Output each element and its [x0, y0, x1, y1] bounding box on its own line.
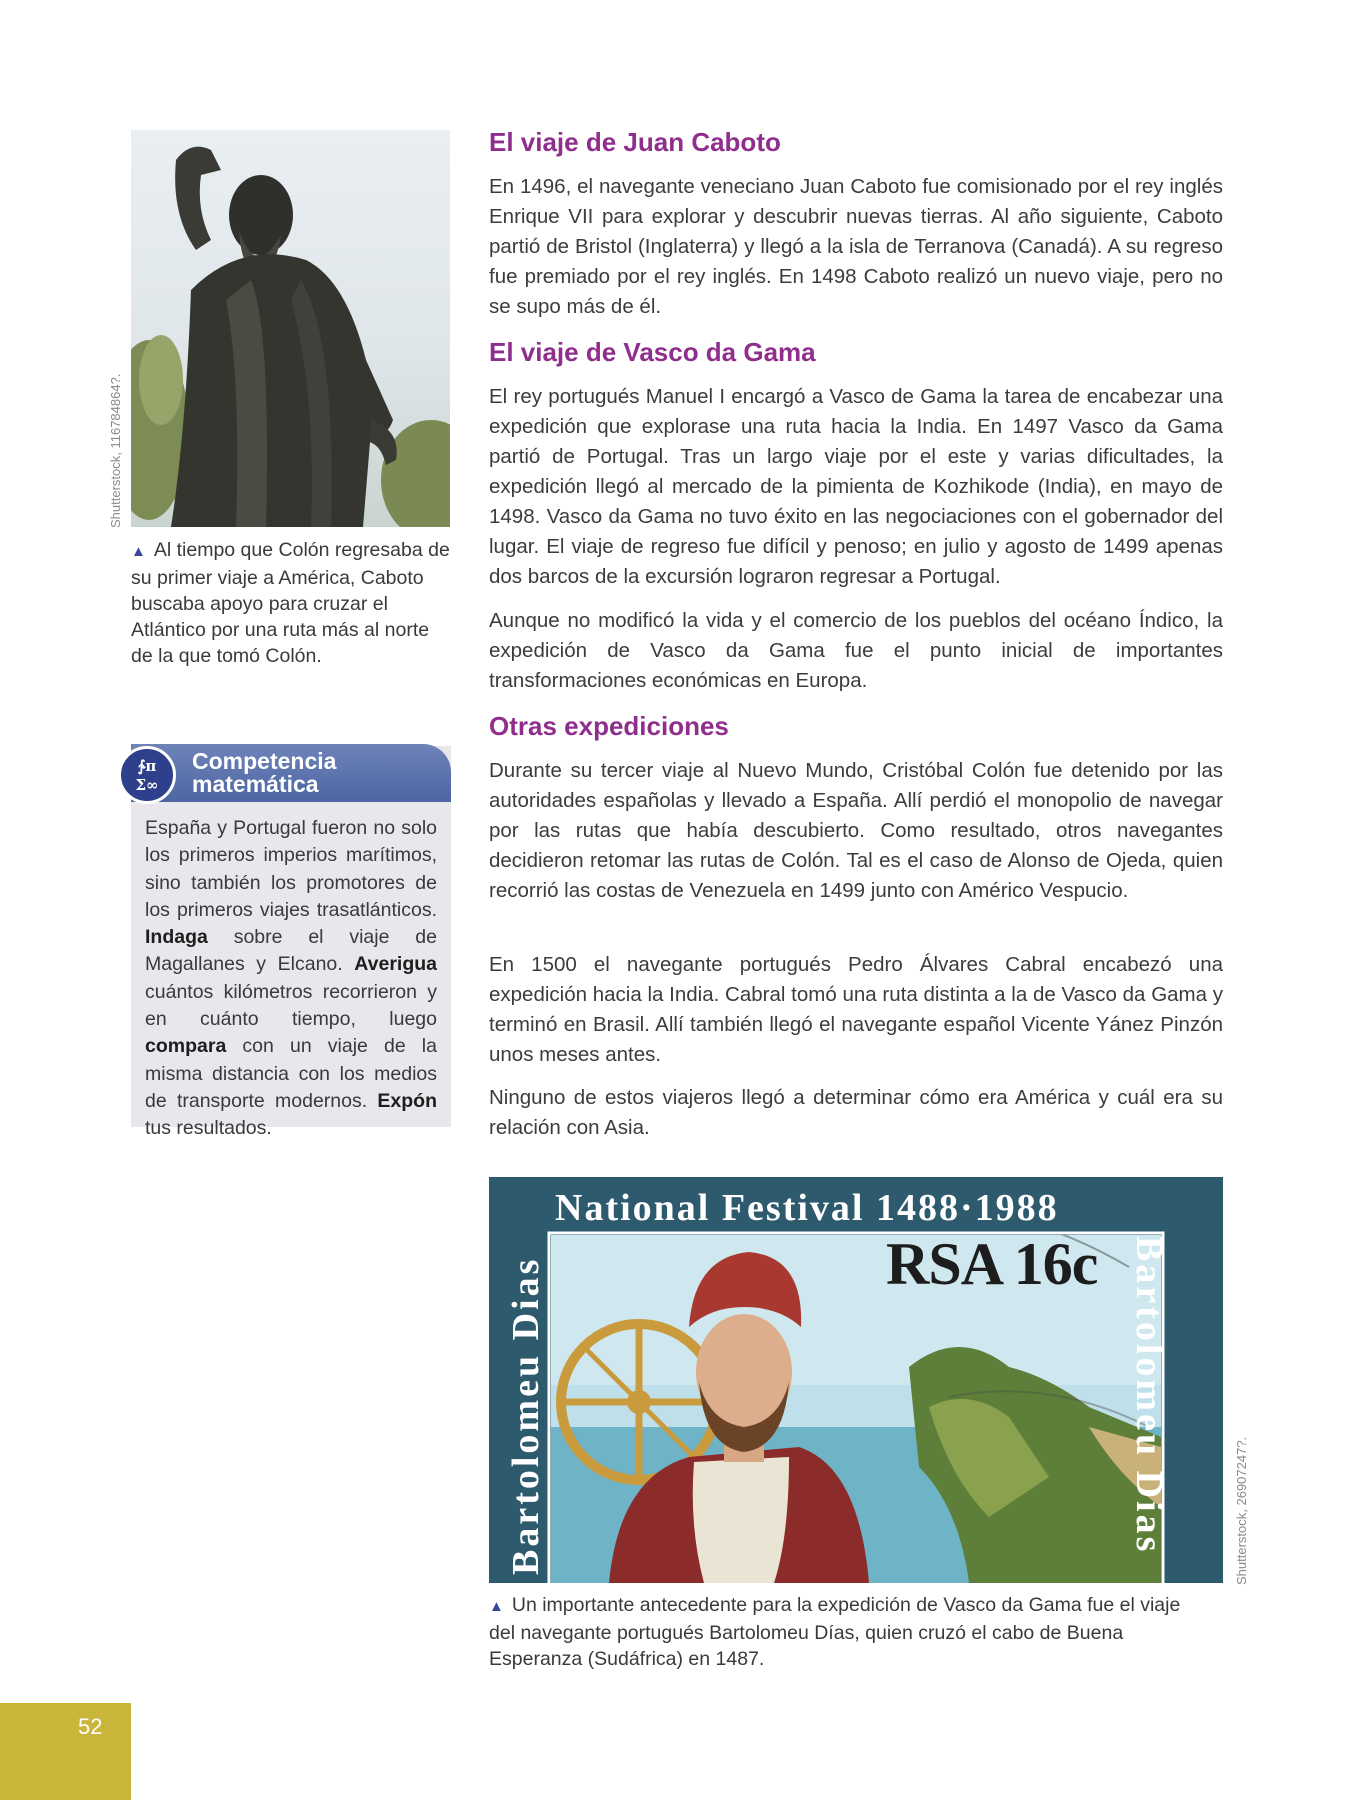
stamp-caption: [489, 1592, 1189, 1672]
competencia-verb: Averigua: [354, 953, 437, 976]
stamp-value: RSA 16c: [886, 1231, 1098, 1297]
caption-triangle-icon: ▲: [489, 1598, 504, 1615]
page-number: 52: [78, 1714, 103, 1739]
competencia-body: [145, 815, 437, 1143]
page-number-band: [0, 1703, 131, 1800]
svg-text:∱π: ∱π: [137, 757, 157, 775]
competencia-text: sobre el viaje de Magallanes y Elcano.: [145, 926, 437, 976]
stamp-top-text: National Festival 1488·1988: [555, 1187, 1059, 1229]
heading-juan-caboto: El viaje de Juan Caboto: [489, 127, 781, 157]
competencia-verb: Expón: [377, 1089, 437, 1112]
competencia-text: cuántos kilómetros recorrieron y en cuánto tiempo, luego: [145, 980, 437, 1031]
paragraph-otras-2: En 1500 el navegante portugués Pedro Álvares Cabral encabezó una expedición hacia la India. Cabral tomó una ruta distinta a la de Vasco da Gama y terminó en Brasil. Allí también llegó el navegante español Vicente Yánez Pinzón unos meses antes.: [489, 953, 1223, 1066]
paragraph-vasco-1: El rey portugués Manuel I encargó a Vasco de Gama la tarea de encabezar una expedición que explorase una ruta hacia la India. En 1497 Vasco da Gama partió de Portugal. Tras un largo viaje por el este y varias dificultades, la expedición llegó al mercado de la pimienta de Kozhikode (India), en mayo de 1498. Vasco da Gama no tuvo éxito en las negociaciones con el gobernador del lugar. El viaje de regreso fue difícil y penoso; en julio y agosto de 1499 apenas dos barcos de la excursión lograron regresar a Portugal.: [489, 385, 1223, 588]
stamp-photo: [489, 1177, 1223, 1583]
competencia-text: tus resultados.: [145, 1117, 272, 1140]
paragraph-otras-3: Ninguno de estos viajeros llegó a determinar cómo era América y cuál era su relación con Asia.: [489, 1086, 1223, 1139]
stamp-side-text-right: Bartolomeu Dias: [1128, 1236, 1170, 1555]
svg-text:Σ∞: Σ∞: [135, 776, 159, 794]
paragraph-caboto: En 1496, el navegante veneciano Juan Caboto fue comisionado por el rey inglés Enrique VII para explorar y descubrir nuevas tierras. Al año siguiente, Caboto partió de Bristol (Inglaterra) y llegó a la isla de Terranova (Canadá). A su regreso fue premiado por el rey inglés. En 1498 Caboto realizó un nuevo viaje, pero no se supo más de él.: [489, 175, 1223, 318]
competencia-verb: compara: [145, 1035, 227, 1058]
competencia-text: España y Portugal fueron no solo los primeros imperios marítimos, sino también los promotores de los primeros viajes trasatlánticos.: [145, 817, 437, 921]
competencia-text: con un viaje de la misma distancia con los medios de transporte modernos.: [145, 1035, 437, 1112]
statue-photo-credit: Shutterstock, 116784864?.: [108, 373, 123, 528]
paragraph-otras-1: Durante su tercer viaje al Nuevo Mundo, Cristóbal Colón fue detenido por las autoridades españolas y llevado a España. Allí perdió el monopolio de navegar por las rutas que había descubierto. Como resultado, otros navegantes decidieron retomar las rutas de Colón. Tal es el caso de Alonso de Ojeda, quien recorrió las costas de Venezuela en 1499 junto con Américo Vespucio.: [489, 759, 1223, 902]
statue-photo: [131, 130, 450, 527]
competencia-verb: Indaga: [145, 926, 208, 949]
competencia-title: Competencia matemática: [192, 748, 337, 797]
statue-illustration: [131, 130, 450, 527]
stamp-side-text-left: Bartolomeu Dias: [505, 1256, 547, 1575]
heading-vasco-da-gama: El viaje de Vasco da Gama: [489, 337, 816, 367]
stamp-photo-credit: Shutterstock, 26907247?.: [1234, 1436, 1249, 1585]
stamp-caption-text: Un importante antecedente para la expedición de Vasco da Gama fue el viaje del navegante portugués Bartolomeu Días, quien cruzó el cabo de Buena Esperanza (Sudáfrica) en 1487.: [489, 1594, 1181, 1670]
stamp-illustration: [489, 1177, 1223, 1583]
statue-caption: [131, 537, 451, 669]
caption-triangle-icon: ▲: [131, 543, 146, 560]
statue-caption-text: Al tiempo que Colón regresaba de su primer viaje a América, Caboto buscaba apoyo para cruzar el Atlántico por una ruta más al norte de la que tomó Colón.: [131, 539, 450, 667]
math-symbols-icon: [118, 746, 176, 804]
paragraph-vasco-2: Aunque no modificó la vida y el comercio de los pueblos del océano Índico, la expedición de Vasco da Gama fue el punto inicial de importantes transformaciones económicas en Europa.: [489, 609, 1223, 692]
heading-otras-expediciones: Otras expediciones: [489, 711, 729, 741]
